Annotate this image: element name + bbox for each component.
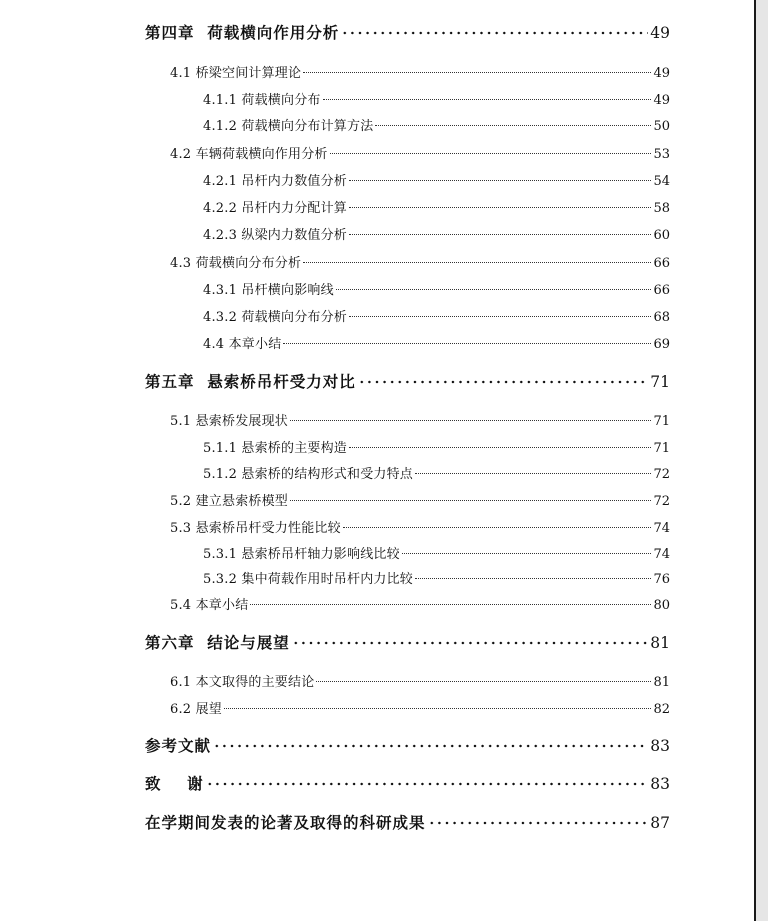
toc-entry-title: 5.1.1 悬索桥的主要构造 — [203, 441, 348, 456]
toc-page-number: 76 — [653, 572, 670, 587]
toc-dot-leader — [213, 744, 648, 748]
page-shadow — [756, 0, 768, 921]
toc-dot-leader — [349, 206, 651, 208]
toc-dot-leader — [349, 446, 651, 448]
toc-entry-title: 5.1.2 悬索桥的结构形式和受力特点 — [203, 467, 414, 482]
toc-entry-title: 4.2.2 吊杆内力分配计算 — [203, 201, 348, 216]
toc-page-number: 82 — [653, 702, 670, 717]
toc-dot-leader — [358, 380, 648, 384]
toc-page-number: 49 — [650, 24, 670, 42]
toc-section-entry[interactable] — [170, 596, 670, 616]
toc-subsection-entry[interactable] — [203, 117, 670, 137]
toc-entry-title: 在学期间发表的论著及取得的科研成果 — [145, 813, 426, 832]
toc-page-number: 69 — [653, 337, 670, 352]
toc-entry-title: 致 谢 — [145, 774, 204, 793]
toc-dot-leader — [303, 71, 651, 73]
toc-dot-leader — [316, 680, 651, 682]
toc-page-number: 81 — [650, 634, 670, 652]
toc-entry-title: 6.2 展望 — [170, 702, 223, 717]
toc-subsection-entry[interactable] — [203, 545, 670, 565]
toc-dot-leader — [341, 31, 648, 35]
toc-chapter-entry[interactable] — [145, 811, 670, 835]
toc-entry-title: 第六章 结论与展望 — [145, 633, 290, 652]
toc-subsection-entry[interactable] — [203, 465, 670, 485]
toc-dot-leader — [415, 472, 651, 474]
toc-section-entry[interactable] — [170, 412, 670, 432]
toc-page-number: 54 — [653, 174, 670, 189]
toc-page-number: 81 — [653, 675, 670, 690]
toc-entry-title: 4.3 荷载横向分布分析 — [170, 256, 302, 271]
toc-dot-leader — [323, 98, 652, 100]
toc-entry-title: 4.4 本章小结 — [203, 337, 282, 352]
toc-dot-leader — [250, 603, 651, 605]
toc-page-number: 49 — [653, 93, 670, 108]
toc-page-number: 68 — [653, 310, 670, 325]
toc-page-number: 49 — [653, 66, 670, 81]
toc-page-number: 83 — [650, 737, 670, 755]
toc-page-number: 53 — [653, 147, 670, 162]
toc-entry-title: 4.2.1 吊杆内力数值分析 — [203, 174, 348, 189]
toc-chapter-entry[interactable] — [145, 772, 670, 796]
toc-dot-leader — [290, 499, 651, 501]
toc-subsection-entry[interactable] — [203, 570, 670, 590]
toc-chapter-entry[interactable] — [145, 734, 670, 758]
toc-entry-title: 第五章 悬索桥吊杆受力对比 — [145, 372, 356, 391]
toc-entry-title: 6.1 本文取得的主要结论 — [170, 675, 315, 690]
toc-page-number: 80 — [653, 598, 670, 613]
toc-section-entry[interactable] — [170, 492, 670, 512]
toc-dot-leader — [292, 641, 648, 645]
toc-dot-leader — [349, 179, 651, 181]
toc-dot-leader — [303, 261, 651, 263]
toc-entry-title: 5.1 悬索桥发展现状 — [170, 414, 289, 429]
toc-subsection-entry[interactable] — [203, 172, 670, 192]
toc-dot-leader — [349, 233, 651, 235]
toc-dot-leader — [283, 342, 651, 344]
toc-entry-title: 参考文献 — [145, 736, 212, 755]
toc-page-number: 71 — [650, 373, 670, 391]
toc-dot-leader — [336, 288, 652, 290]
toc-page-number: 74 — [653, 547, 670, 562]
toc-entry-title: 4.1.1 荷载横向分布 — [203, 93, 321, 108]
toc-dot-leader — [330, 152, 652, 154]
toc-entry-title: 第四章 荷载横向作用分析 — [145, 23, 340, 42]
toc-chapter-entry[interactable] — [145, 370, 670, 394]
toc-section-entry[interactable] — [170, 673, 670, 693]
toc-section-entry[interactable] — [170, 64, 670, 84]
toc-dot-leader — [343, 526, 652, 528]
toc-dot-leader — [349, 315, 651, 317]
toc-chapter-entry[interactable] — [145, 21, 670, 45]
toc-dot-leader — [428, 821, 649, 825]
toc-entry-title: 5.4 本章小结 — [170, 598, 249, 613]
toc-subsection-entry[interactable] — [203, 281, 670, 301]
toc-page-number: 66 — [653, 256, 670, 271]
toc-entry-title: 4.1 桥梁空间计算理论 — [170, 66, 302, 81]
toc-entry-title: 5.3.2 集中荷载作用时吊杆内力比较 — [203, 572, 414, 587]
toc-entry-title: 4.3.1 吊杆横向影响线 — [203, 283, 334, 298]
toc-section-entry[interactable] — [170, 519, 670, 539]
toc-page-number: 74 — [653, 521, 670, 536]
toc-section-entry[interactable] — [170, 254, 670, 274]
toc-section-entry[interactable] — [170, 700, 670, 720]
toc-page-number: 71 — [653, 414, 670, 429]
toc-page-number: 72 — [653, 494, 670, 509]
toc-dot-leader — [415, 577, 651, 579]
toc-page-number: 58 — [653, 201, 670, 216]
toc-page-number: 60 — [653, 228, 670, 243]
toc-subsection-entry[interactable] — [203, 199, 670, 219]
toc-subsection-entry[interactable] — [203, 439, 670, 459]
toc-dot-leader — [224, 707, 651, 709]
toc-subsection-entry[interactable] — [203, 308, 670, 328]
toc-entry-title: 5.2 建立悬索桥模型 — [170, 494, 289, 509]
toc-entry-title: 4.2.3 纵梁内力数值分析 — [203, 228, 348, 243]
toc-entry-title: 5.3 悬索桥吊杆受力性能比较 — [170, 521, 341, 536]
toc-chapter-entry[interactable] — [145, 631, 670, 655]
toc-entry-title: 5.3.1 悬索桥吊杆轴力影响线比较 — [203, 547, 400, 562]
toc-subsection-entry[interactable] — [203, 226, 670, 246]
toc-section-entry[interactable] — [170, 145, 670, 165]
toc-dot-leader — [290, 419, 651, 421]
toc-subsection-entry[interactable] — [203, 91, 670, 111]
toc-page-number: 72 — [653, 467, 670, 482]
toc-page-number: 87 — [650, 814, 670, 832]
toc-dot-leader — [206, 782, 649, 786]
toc-subsection-entry[interactable] — [203, 335, 670, 355]
toc-page-number: 66 — [653, 283, 670, 298]
toc-page-number: 50 — [653, 119, 670, 134]
toc-page-number: 83 — [650, 775, 670, 793]
toc-entry-title: 4.1.2 荷载横向分布计算方法 — [203, 119, 374, 134]
toc-dot-leader — [402, 552, 652, 554]
toc-entry-title: 4.2 车辆荷载横向作用分析 — [170, 147, 328, 162]
toc-dot-leader — [375, 124, 651, 126]
toc-page-number: 71 — [653, 441, 670, 456]
toc-entry-title: 4.3.2 荷载横向分布分析 — [203, 310, 348, 325]
